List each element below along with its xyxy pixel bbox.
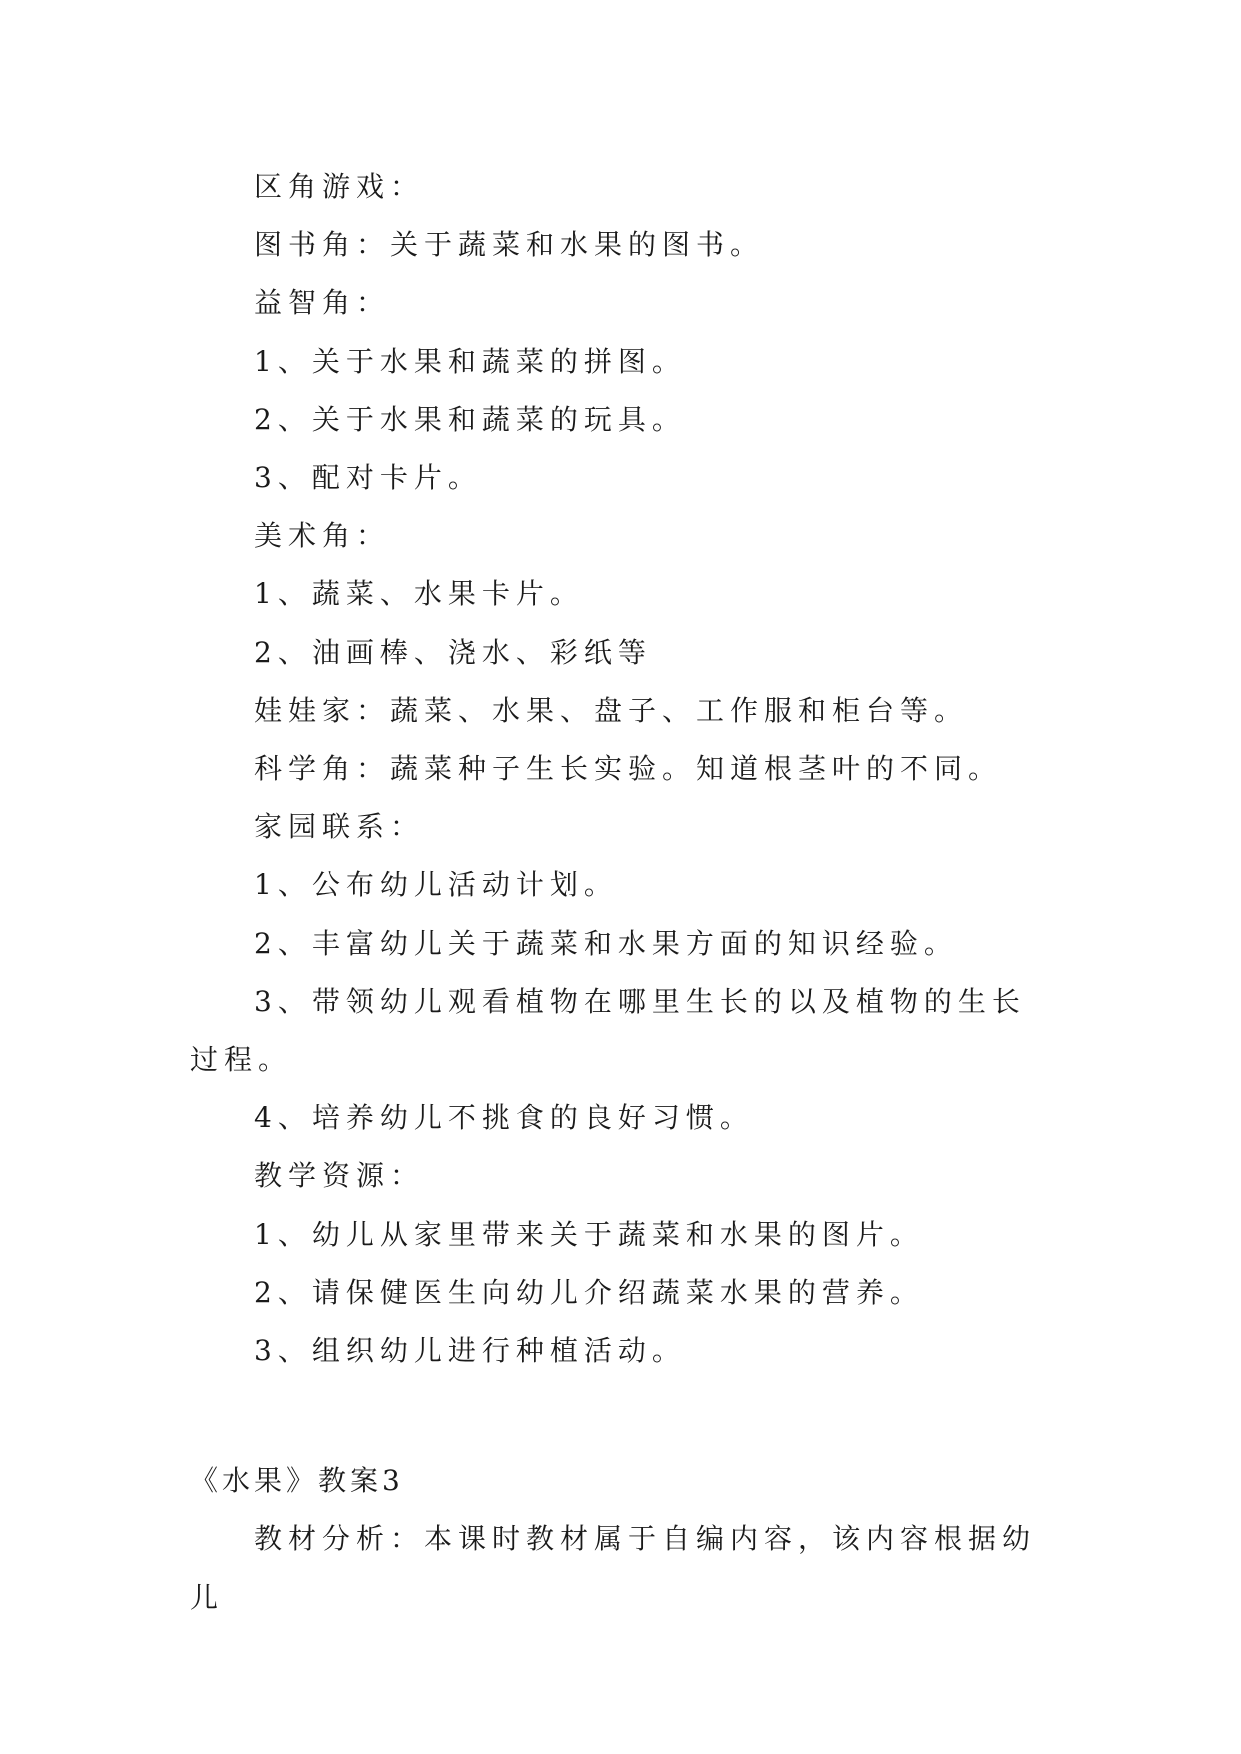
section-title: 《水果》教案3 <box>190 1464 404 1498</box>
section-spacer <box>190 1380 1050 1452</box>
document-body <box>190 158 1050 1627</box>
paragraph: 2、油画棒、浇水、彩纸等 <box>254 635 652 669</box>
paragraph: 1、幼儿从家里带来关于蔬菜和水果的图片。 <box>254 1217 924 1251</box>
paragraph: 娃娃家：蔬菜、水果、盘子、工作服和柜台等。 <box>254 693 969 727</box>
paragraph: 1、关于水果和蔬菜的拼图。 <box>254 344 686 378</box>
paragraph: 2、请保健医生向幼儿介绍蔬菜水果的营养。 <box>254 1275 924 1309</box>
paragraph: 2、关于水果和蔬菜的玩具。 <box>254 402 686 436</box>
paragraph: 2、丰富幼儿关于蔬菜和水果方面的知识经验。 <box>254 926 958 960</box>
paragraph: 区角游戏： <box>254 170 425 203</box>
paragraph: 3、带领幼儿观看植物在哪里生长的以及植物的生长过程。 <box>190 984 1026 1077</box>
paragraph: 图书角：关于蔬菜和水果的图书。 <box>254 228 765 262</box>
paragraph: 1、公布幼儿活动计划。 <box>254 868 618 902</box>
paragraph: 家园联系： <box>254 810 425 844</box>
paragraph: 益智角： <box>254 286 391 320</box>
paragraph: 3、配对卡片。 <box>254 461 482 495</box>
paragraph: 教材分析：本课时教材属于自编内容，该内容根据幼儿 <box>190 1522 1037 1614</box>
paragraph: 4、培养幼儿不挑食的良好习惯。 <box>254 1101 754 1135</box>
paragraph: 教学资源： <box>254 1159 425 1193</box>
paragraph: 3、组织幼儿进行种植活动。 <box>254 1334 686 1368</box>
paragraph: 科学角：蔬菜种子生长实验。知道根茎叶的不同。 <box>254 752 1003 786</box>
paragraph: 美术角： <box>254 519 391 553</box>
paragraph: 1、蔬菜、水果卡片。 <box>254 577 584 611</box>
